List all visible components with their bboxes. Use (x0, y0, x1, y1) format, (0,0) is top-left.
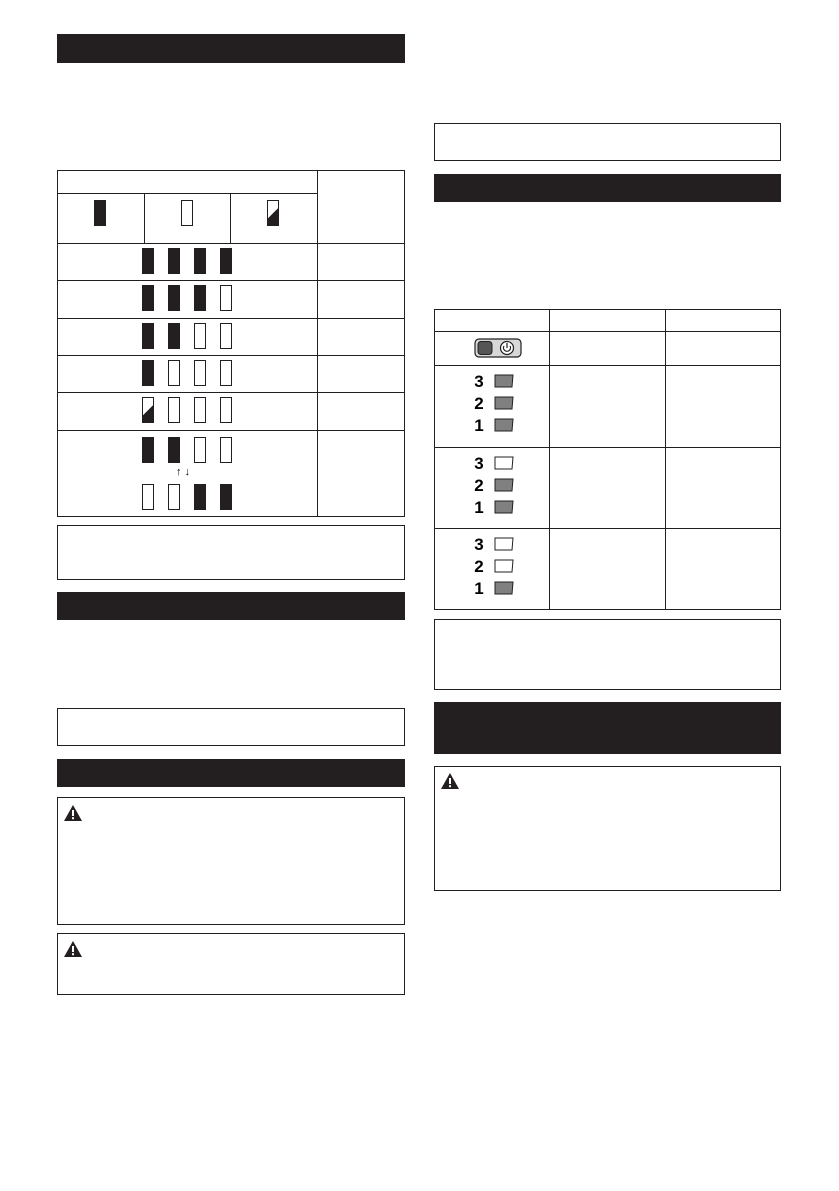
mode-level-number: 1 (474, 579, 484, 598)
section-header (57, 592, 405, 620)
indicator-segment (168, 360, 180, 386)
mode-level-indicator-icon (494, 500, 514, 514)
mode-level-indicator-icon (494, 374, 514, 388)
note-box (434, 619, 781, 690)
indicator-blinking-icon (267, 200, 279, 226)
indicator-segment (194, 360, 206, 386)
mode-level-indicator-icon (494, 456, 514, 470)
mode-level-indicator-icon (494, 581, 514, 595)
mode-level-number: 1 (474, 416, 484, 435)
section-header (57, 759, 405, 787)
section-header-tall (434, 702, 781, 754)
indicator-segment (168, 285, 180, 311)
indicator-segment (168, 248, 180, 274)
indicator-segment (194, 437, 206, 463)
warning-icon (440, 772, 460, 790)
indicator-segment (194, 397, 206, 423)
indicator-segment (168, 323, 180, 349)
mode-level-indicator-icon (494, 418, 514, 432)
mode-level-number: 3 (474, 454, 484, 473)
warning-icon (63, 940, 83, 958)
indicator-segment (142, 360, 154, 386)
warning-box (434, 766, 781, 891)
indicator-segment (194, 323, 206, 349)
indicator-segment (220, 323, 232, 349)
warning-box (57, 797, 405, 925)
note-box (57, 708, 405, 746)
indicator-segment (168, 484, 180, 510)
mode-level-indicator-icon (494, 537, 514, 551)
indicator-segment (220, 437, 232, 463)
alternating-arrows: ↑ ↓ (176, 466, 191, 478)
indicator-off-icon (181, 200, 193, 226)
indicator-segment (220, 248, 232, 274)
indicator-segment (220, 285, 232, 311)
warning-box (57, 933, 405, 995)
mode-level-indicator-icon (494, 559, 514, 573)
indicator-segment (220, 484, 232, 510)
note-box (434, 123, 781, 161)
mode-level-number: 1 (474, 498, 484, 517)
indicator-segment (194, 484, 206, 510)
indicator-segment (194, 285, 206, 311)
note-box (57, 525, 405, 580)
indicator-segment (142, 437, 154, 463)
indicator-segment (142, 484, 154, 510)
mode-level-number: 2 (474, 557, 484, 576)
indicator-segment (168, 437, 180, 463)
section-header-battery (57, 34, 405, 63)
indicator-segment (168, 397, 180, 423)
mode-level-number: 2 (474, 476, 484, 495)
mode-level-number: 3 (474, 372, 484, 391)
indicator-segment (194, 248, 206, 274)
section-header-mode (434, 174, 781, 202)
mode-level-indicator-icon (494, 478, 514, 492)
warning-icon (63, 804, 83, 822)
indicator-segment (220, 360, 232, 386)
indicator-segment (142, 323, 154, 349)
mode-level-number: 3 (474, 535, 484, 554)
mode-level-number: 2 (474, 394, 484, 413)
indicator-segment (142, 248, 154, 274)
indicator-segment (142, 285, 154, 311)
indicator-segment (220, 397, 232, 423)
indicator-lit-icon (94, 200, 106, 226)
indicator-segment (142, 397, 154, 423)
mode-switch-icon (474, 338, 522, 358)
mode-level-indicator-icon (494, 396, 514, 410)
